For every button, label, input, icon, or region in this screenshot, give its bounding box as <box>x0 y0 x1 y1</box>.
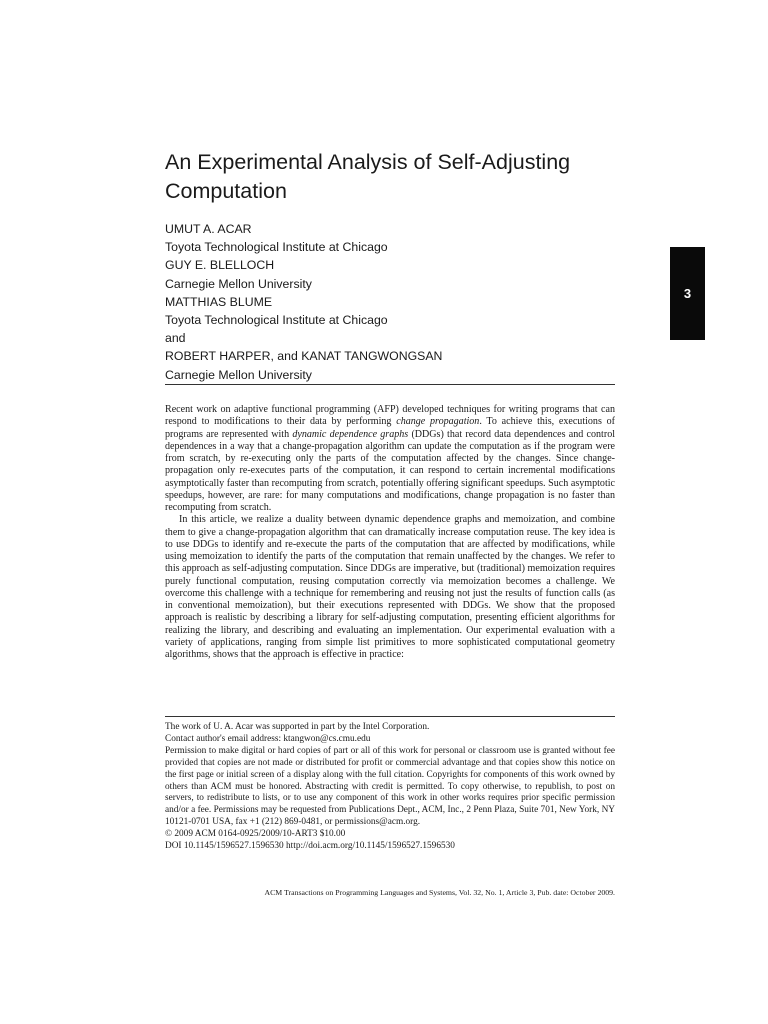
footnotes <box>165 722 615 853</box>
article-number-tab <box>670 247 705 340</box>
emphasis-change-propagation: change propagation <box>396 416 480 428</box>
journal-citation: ACM Transactions on Programming Languages and Systems, Vol. 32, No. 1, Article 3, Pub. date: October 2009. <box>264 888 615 897</box>
author-name: GUY E. BLELLOCH <box>165 258 275 273</box>
abstract-paragraph-1: Recent work on adaptive functional programming (AFP) developed techniques for writing programs that can respond to modifications to their data by performing change propagation. To achieve this, executions of programs are represented with dynamic dependence graphs (DDGs) that record data dependences and control dependences in a way that a change-propagation algorithm can update the computation as if the program were from scratch, by re-executing only the parts of the computation affected by the changes. Since change-propagation only re-executes parts of the computation, it can respond to certain incremental modifications asymptotically faster than recomputing from scratch, potentially offering significant speedups. Such asymptotic speedups, however, are rare: for many computations and modifications, change propagation is no faster than recomputing from scratch. <box>165 404 616 513</box>
author-name: UMUT A. ACAR <box>165 222 252 236</box>
author-affiliation: Carnegie Mellon University <box>165 276 312 291</box>
author-affiliation: Toyota Technological Institute at Chicago <box>165 240 388 255</box>
top-divider <box>165 384 615 385</box>
article-number: 3 <box>683 286 692 301</box>
copyright-note: © 2009 ACM 0164-0925/2009/10-ART3 $10.00 <box>165 829 346 840</box>
author-conjunction: and <box>165 331 186 346</box>
permission-note: Permission to make digital or hard copies of part or all of this work for personal or classroom use is granted without fee provided that copies are not made or distributed for profit or commercial advantage and that copies show this notice on the first page or initial screen of a display along with the full citation. Copyrights for components of this work owned by others than ACM must be honored. Abstracting with credit is permitted. To copy otherwise, to republish, to post on servers, to redistribute to lists, or to use any component of this work in other works requires prior specific permission and/or a fee. Permissions may be requested from Publications Dept., ACM, Inc., 2 Penn Plaza, Suite 701, New York, NY 10121-0701 USA, fax +1 (212) 869-0481, or permissions@acm.org. <box>165 745 615 828</box>
contact-note: Contact author's email address: ktangwon@cs.cmu.edu <box>165 733 371 744</box>
doi-note: DOI 10.1145/1596527.1596530 http://doi.acm.org/10.1145/1596527.1596530 <box>165 841 455 852</box>
funding-note: The work of U. A. Acar was supported in part by the Intel Corporation. <box>165 722 430 732</box>
author-name: MATTHIAS BLUME <box>165 294 273 309</box>
author-affiliation: Carnegie Mellon University <box>165 367 312 382</box>
footnote-divider <box>165 716 615 717</box>
author-name: ROBERT HARPER, and KANAT TANGWONGSAN <box>165 349 443 364</box>
abstract <box>165 404 615 661</box>
author-block <box>165 220 625 384</box>
abstract-paragraph-2: In this article, we realize a duality between dynamic dependence graphs and memoization, and combine them to give a change-propagation algorithm that can dramatically increase computation reuse. The key idea is to use DDGs to identify and re-execute the parts of the computation that are affected by modifications, while using memoization to identify the parts of the computation that remain unaffected by the changes. We refer to this approach as self-adjusting computation. Since DDGs are imperative, but (traditional) memoization requires purely functional computation, reusing computation correctly via memoization becomes a challenge. We overcome this challenge with a technique for remembering and reusing not just the results of function calls (as in conventional memoization), but their executions represented with DDGs. We show that the proposed approach is realistic by describing a library for self-adjusting computation, presenting efficient algorithms for realizing the library, and describing and evaluating an implementation. Our experimental evaluation with a variety of applications, ranging from simple list primitives to more sophisticated computational geometry algorithms, shows that the approach is effective in practice: <box>165 514 615 660</box>
emphasis-ddg: dynamic dependence graphs <box>292 428 409 440</box>
author-affiliation: Toyota Technological Institute at Chicago <box>165 313 388 328</box>
paper-title: An Experimental Analysis of Self-Adjusting Computation <box>165 150 571 203</box>
